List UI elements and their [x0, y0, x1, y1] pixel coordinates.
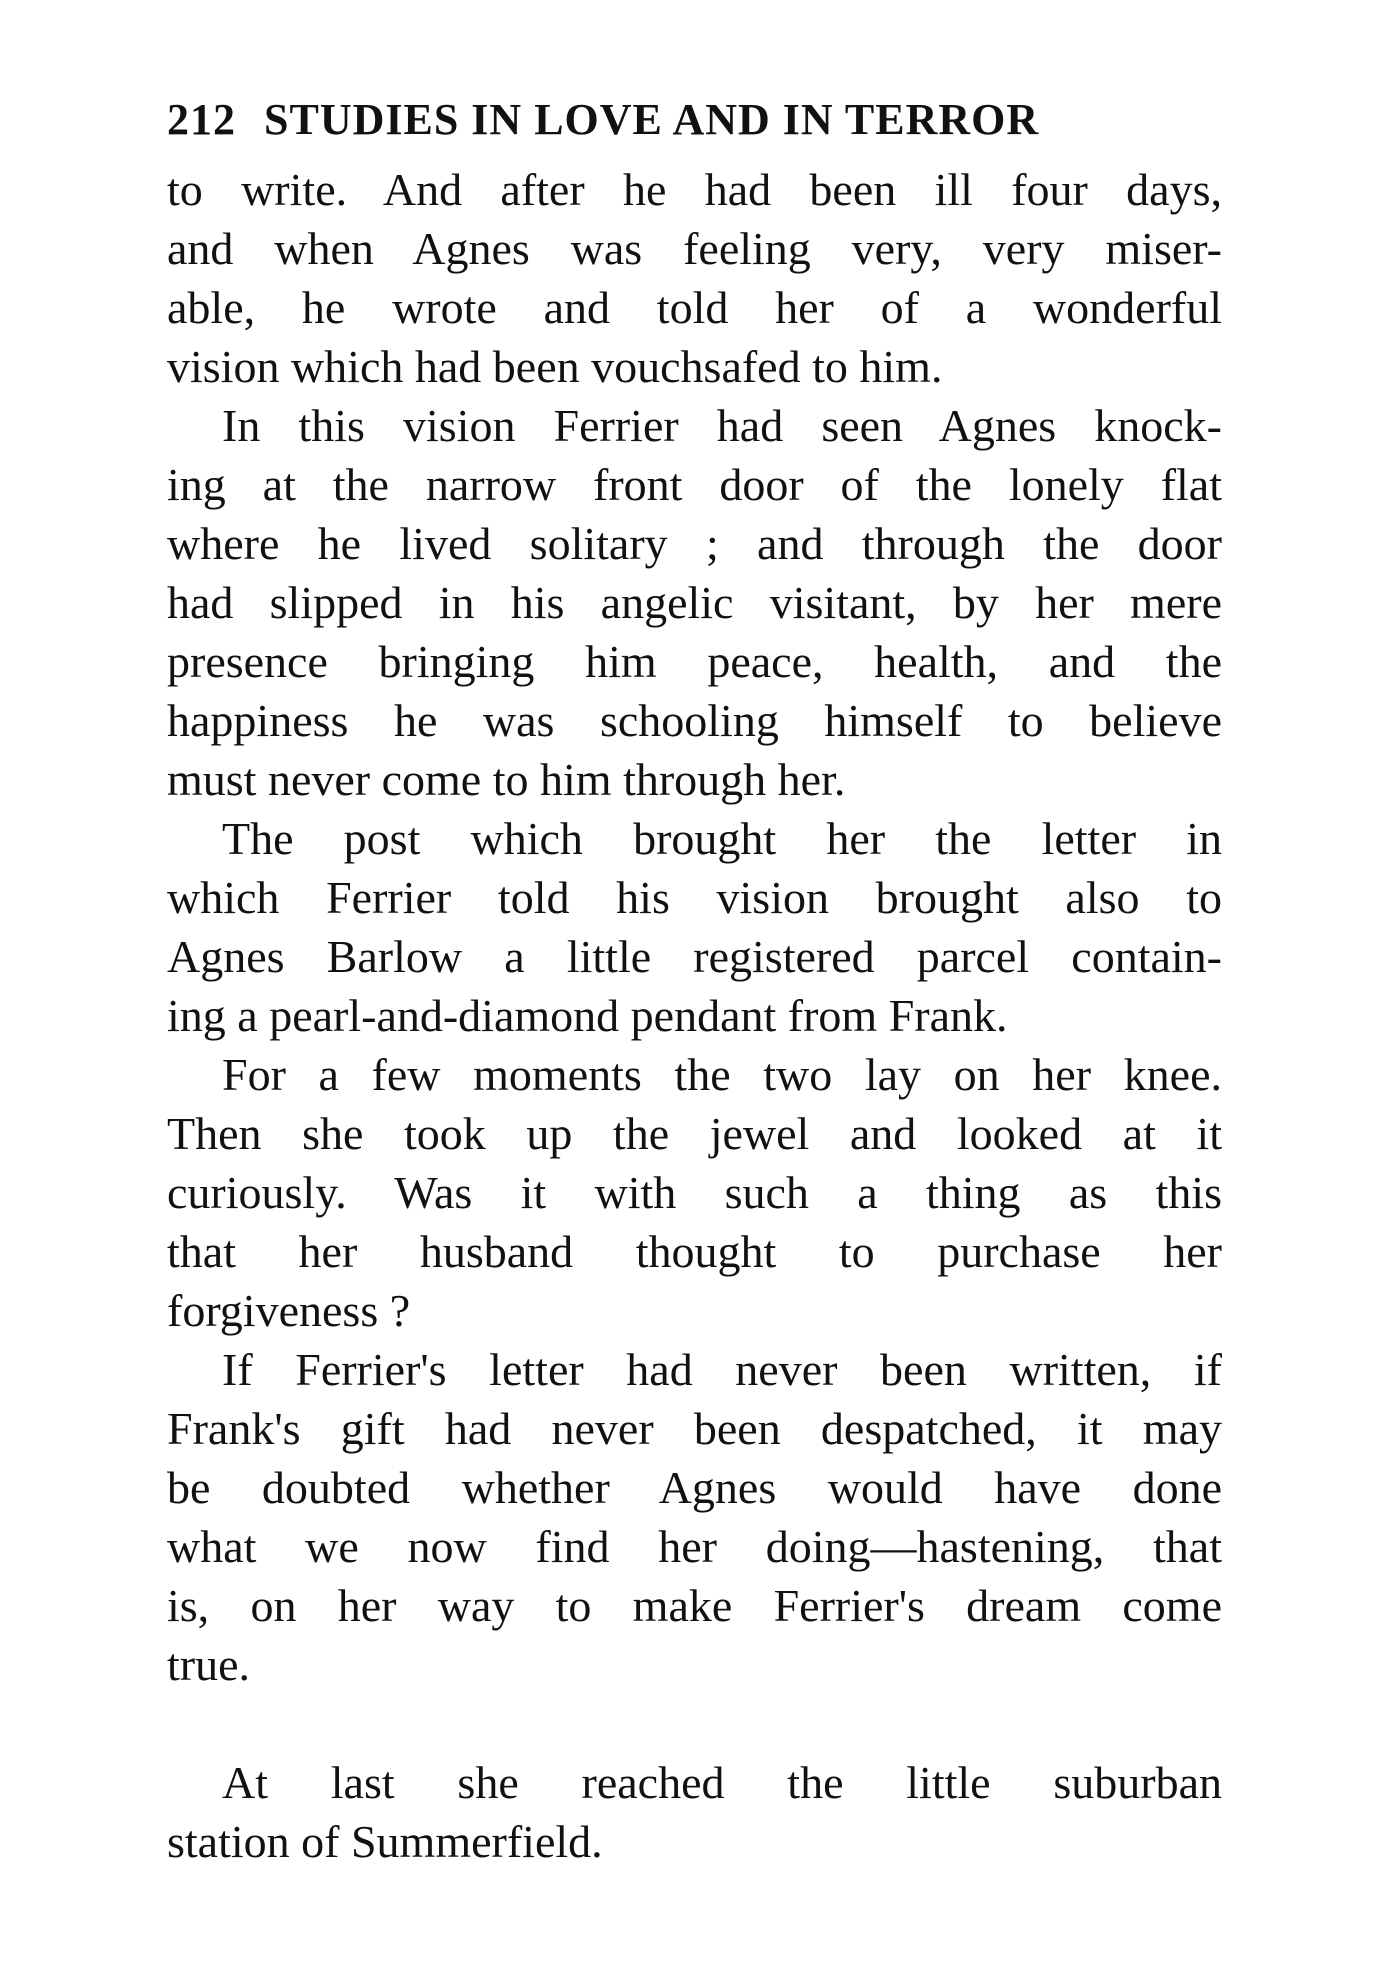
paragraph — [167, 160, 1222, 396]
text-line: ing a pearl-and-diamond pendant from Frank. — [167, 990, 1008, 1041]
text-line: curiously. Was it with such a thing as this — [167, 1167, 1222, 1218]
text-line: which Ferrier told his vision brought also to — [167, 872, 1222, 923]
paragraph — [167, 1340, 1222, 1694]
running-title: STUDIES IN LOVE AND IN TERROR — [264, 95, 1040, 144]
text-line: Agnes Barlow a little registered parcel contain- — [167, 931, 1222, 982]
text-line: what we now find her doing—hastening, that — [167, 1521, 1222, 1572]
paragraph — [167, 1753, 1222, 1871]
text-line: happiness he was schooling himself to believe — [167, 695, 1222, 746]
text-line: Then she took up the jewel and looked at it — [167, 1108, 1222, 1159]
page-number: 212 — [167, 95, 236, 144]
text-line: In this vision Ferrier had seen Agnes knock- — [222, 400, 1222, 451]
text-line: and when Agnes was feeling very, very miser- — [167, 223, 1222, 274]
text-line: Frank's gift had never been despatched, it may — [167, 1403, 1222, 1454]
text-line: ing at the narrow front door of the lonely flat — [167, 459, 1222, 510]
body-text — [167, 160, 1222, 1871]
text-line: forgiveness ? — [167, 1285, 411, 1336]
text-line: For a few moments the two lay on her knee. — [222, 1049, 1222, 1100]
text-line: must never come to him through her. — [167, 754, 846, 805]
text-line: true. — [167, 1639, 251, 1690]
running-head — [167, 95, 1222, 145]
text-line: is, on her way to make Ferrier's dream come — [167, 1580, 1222, 1631]
text-line: At last she reached the little suburban — [222, 1757, 1222, 1808]
text-line: If Ferrier's letter had never been written, if — [222, 1344, 1222, 1395]
text-line: that her husband thought to purchase her — [167, 1226, 1222, 1277]
text-line: presence bringing him peace, health, and the — [167, 636, 1222, 687]
text-line: had slipped in his angelic visitant, by her mere — [167, 577, 1222, 628]
paragraph — [167, 809, 1222, 1045]
text-line: station of Summerfield. — [167, 1816, 603, 1867]
text-line: able, he wrote and told her of a wonderful — [167, 282, 1222, 333]
text-line: where he lived solitary ; and through the door — [167, 518, 1222, 569]
section-break — [167, 1694, 1222, 1753]
text-line: to write. And after he had been ill four days, — [167, 164, 1222, 215]
paragraph — [167, 396, 1222, 809]
paragraph — [167, 1045, 1222, 1340]
text-line: vision which had been vouchsafed to him. — [167, 341, 943, 392]
text-line: The post which brought her the letter in — [222, 813, 1222, 864]
text-line: be doubted whether Agnes would have done — [167, 1462, 1222, 1513]
